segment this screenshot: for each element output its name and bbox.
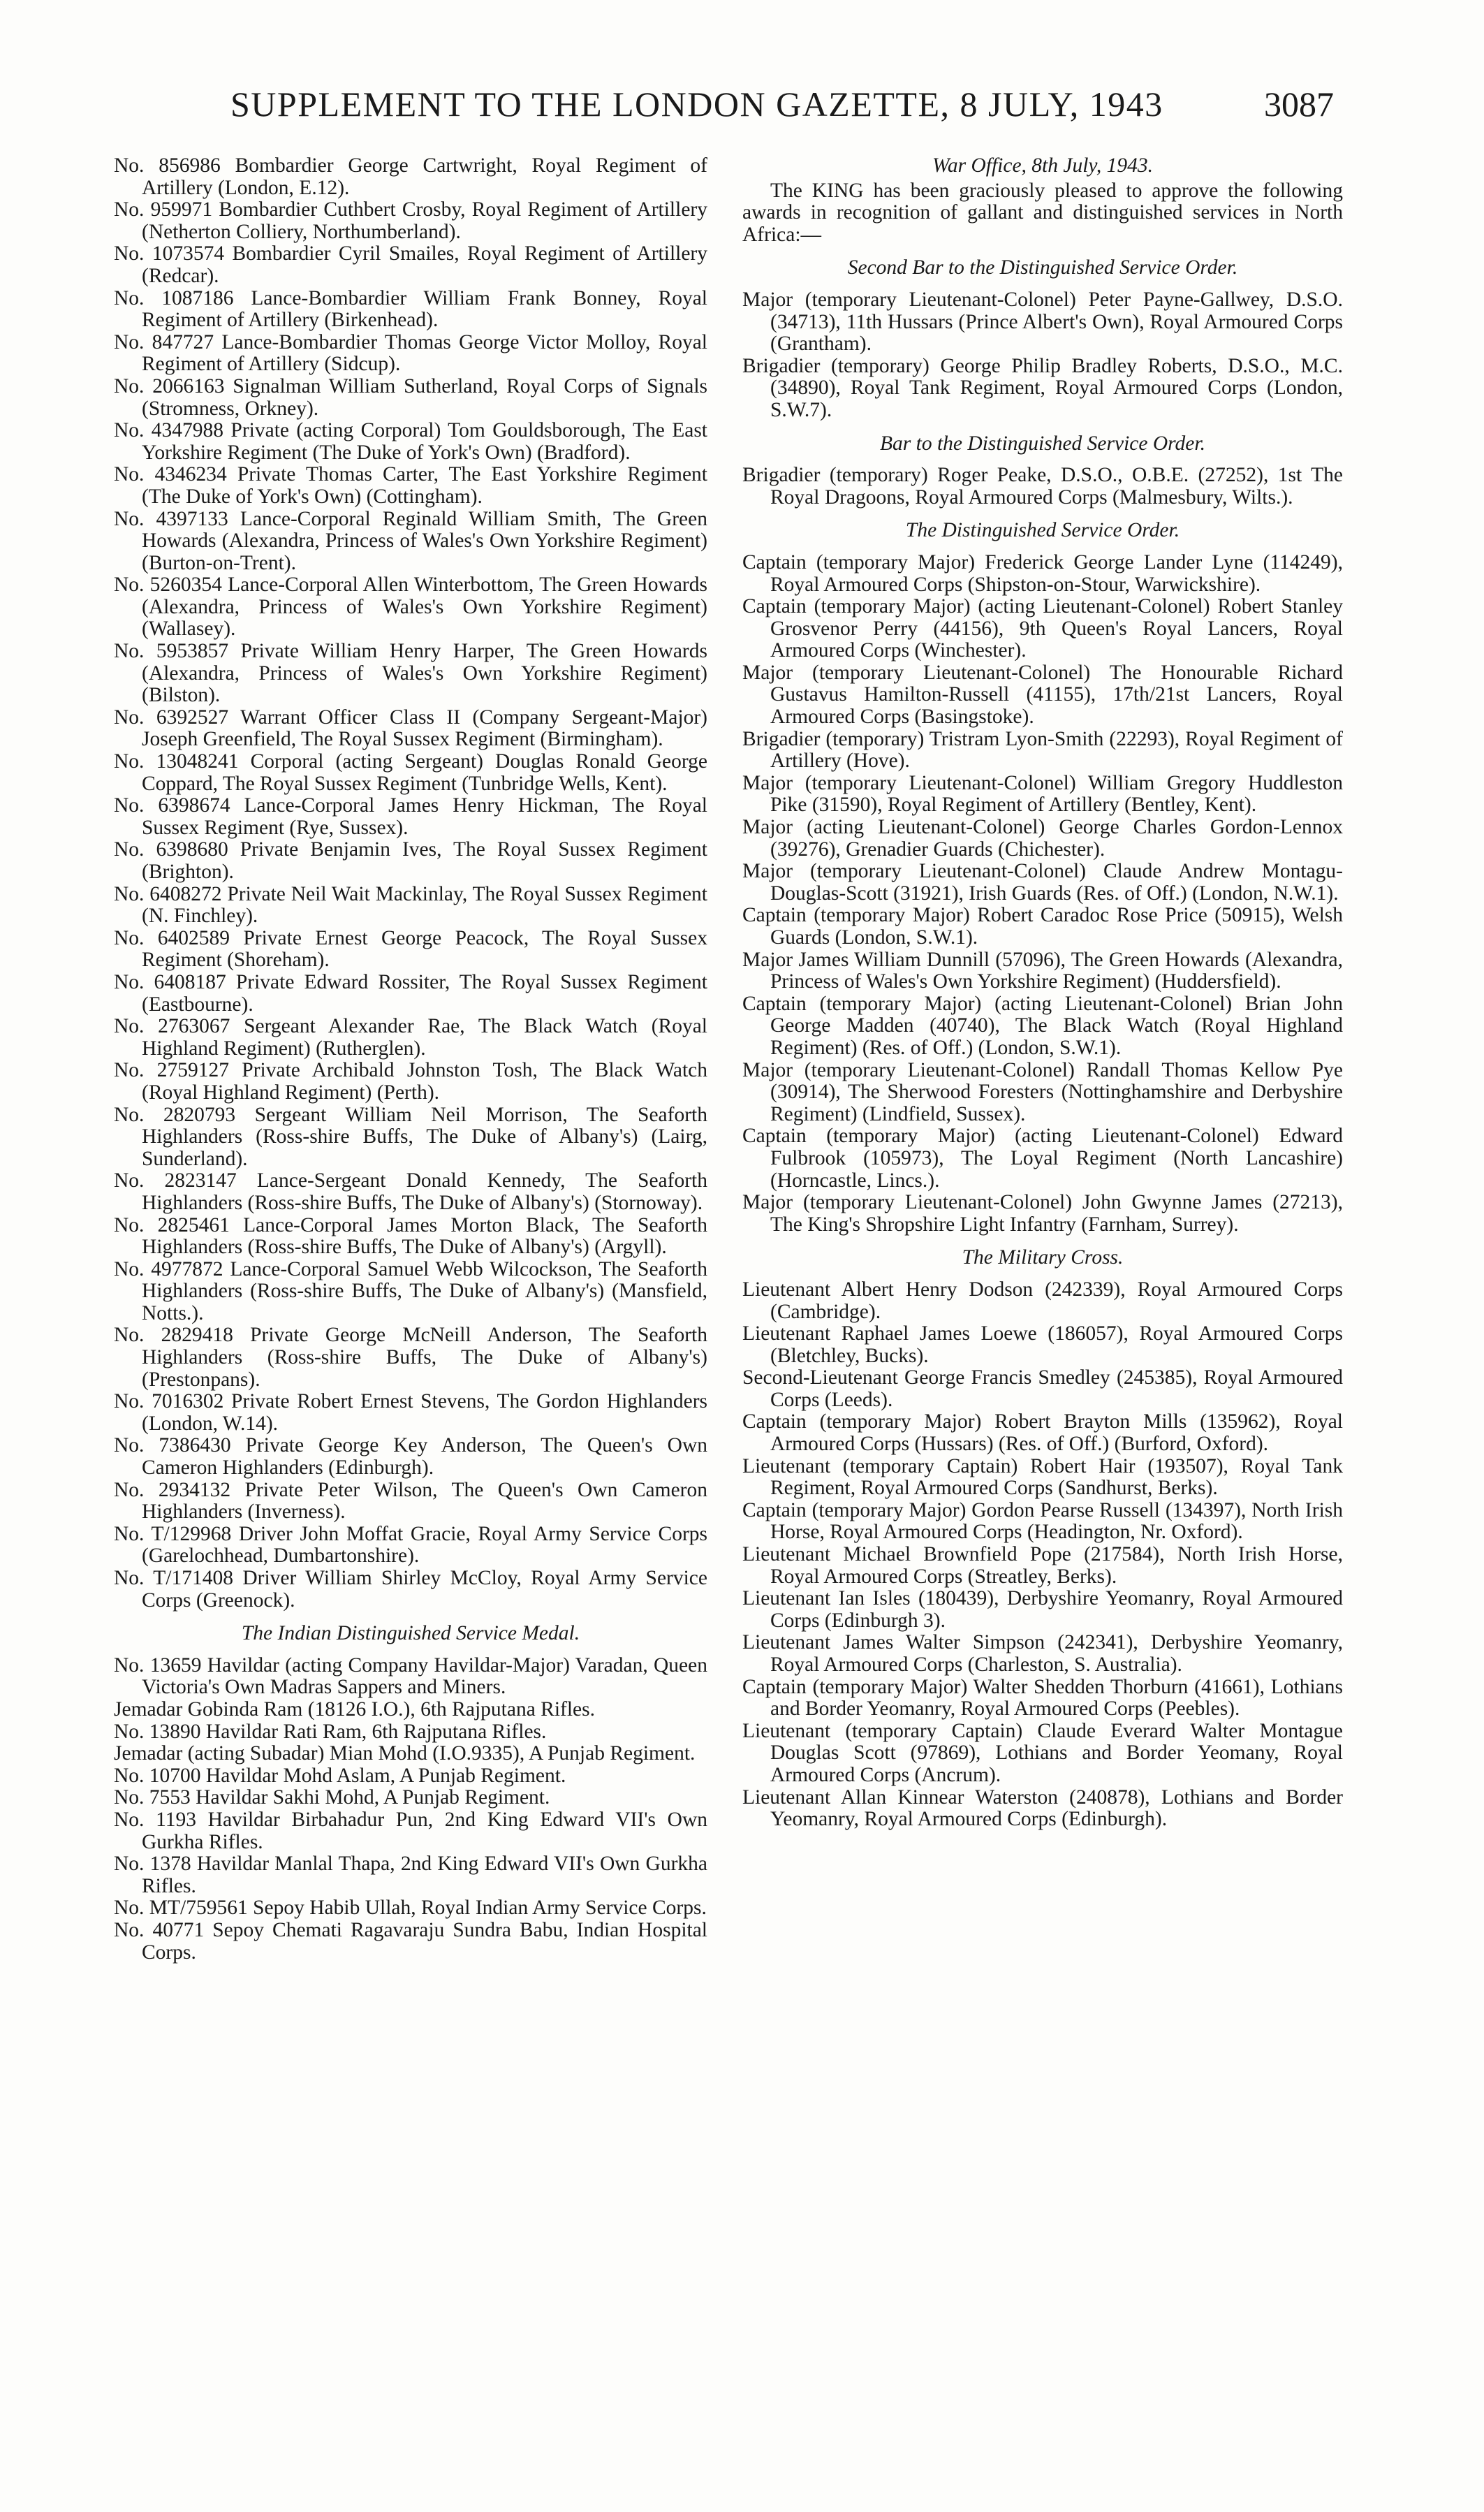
award-entry: Lieutenant James Walter Simpson (242341), Derbyshire Yeomanry, Royal Armoured Corps (Charleston, S. Australia). xyxy=(742,1631,1343,1676)
award-list-indian-dsm xyxy=(114,1655,707,1964)
award-entry: Brigadier (temporary) George Philip Bradley Roberts, D.S.O., M.C. (34890), Royal Tank Regiment, Royal Armoured Corps (London, S.W.7). xyxy=(742,354,1343,421)
award-entry: Lieutenant Raphael James Loewe (186057), Royal Armoured Corps (Bletchley, Bucks). xyxy=(742,1322,1343,1367)
award-entry: Lieutenant Michael Brownfield Pope (217584), North Irish Horse, Royal Armoured Corps (Streatley, Berks). xyxy=(742,1543,1343,1588)
award-entry: No. 847727 Lance-Bombardier Thomas George Victor Molloy, Royal Regiment of Artillery (Sidcup). xyxy=(114,330,707,376)
award-entry: No. 2823147 Lance-Sergeant Donald Kennedy, The Seaforth Highlanders (Ross-shire Buffs, The Duke of Albany's) (Stornoway). xyxy=(114,1169,707,1214)
page-header xyxy=(230,84,1334,140)
award-entry: Brigadier (temporary) Tristram Lyon-Smith (22293), Royal Regiment of Artillery (Hove). xyxy=(742,727,1343,773)
award-entry: No. 7553 Havildar Sakhi Mohd, A Punjab Regiment. xyxy=(114,1786,550,1809)
award-entry: No. 4346234 Private Thomas Carter, The East Yorkshire Regiment (The Duke of York's Own) (Cottingham). xyxy=(114,463,707,508)
award-entry: No. 4977872 Lance-Corporal Samuel Webb Wilcockson, The Seaforth Highlanders (Ross-shire Buffs, The Duke of Albany's) (Mansfield, Notts.). xyxy=(114,1257,707,1324)
award-entry: Major (temporary Lieutenant-Colonel) Randall Thomas Kellow Pye (30914), The Sherwood Foresters (Nottinghamshire and Derbyshire Regiment) (Lindfield, Sussex). xyxy=(742,1058,1343,1125)
award-entry: No. 13890 Havildar Rati Ram, 6th Rajputana Rifles. xyxy=(114,1720,547,1743)
award-list-dso xyxy=(742,552,1343,1236)
section-heading-bar-dso: Bar to the Distinguished Service Order. xyxy=(880,432,1205,455)
intro-paragraph: The KING has been graciously pleased to approve the following awards in recognition of gallant and distinguished services in North Africa:— xyxy=(742,179,1343,246)
section-heading-dso: The Distinguished Service Order. xyxy=(905,519,1180,542)
award-entry: Second-Lieutenant George Francis Smedley (245385), Royal Armoured Corps (Leeds). xyxy=(742,1366,1343,1411)
award-entry: Captain (temporary Major) Robert Brayton Mills (135962), Royal Armoured Corps (Hussars) (Res. of Off.) (Burford, Oxford). xyxy=(742,1410,1343,1456)
award-entry: Major (temporary Lieutenant-Colonel) The Honourable Richard Gustavus Hamilton-Russell (41155), 17th/21st Lancers, Royal Armoured Corps (Basingstoke). xyxy=(742,661,1343,729)
award-entry: Lieutenant (temporary Captain) Robert Hair (193507), Royal Tank Regiment, Royal Armoured Corps (Sandhurst, Berks). xyxy=(742,1454,1343,1500)
award-entry: No. 2829418 Private George McNeill Anderson, The Seaforth Highlanders (Ross-shire Buffs, The Duke of Albany's) (Prestonpans). xyxy=(114,1324,707,1391)
award-list-military-cross xyxy=(742,1279,1343,1831)
award-entry: Captain (temporary Major) (acting Lieutenant-Colonel) Edward Fulbrook (105973), The Loyal Regiment (North Lancashire) (Horncastle, Lincs.). xyxy=(742,1125,1343,1192)
award-entry: Lieutenant Allan Kinnear Waterston (240878), Lothians and Border Yeomanry, Royal Armoured Corps (Edinburgh). xyxy=(742,1786,1343,1831)
left-column xyxy=(114,155,707,1964)
right-column xyxy=(742,155,1343,1831)
section-heading-indian-dsm: The Indian Distinguished Service Medal. xyxy=(241,1622,580,1645)
award-list-bar-dso xyxy=(742,465,1343,509)
award-entry: No. 6408272 Private Neil Wait Mackinlay, The Royal Sussex Regiment (N. Finchley). xyxy=(114,882,707,928)
award-entry: No. 7386430 Private George Key Anderson, The Queen's Own Cameron Highlanders (Edinburgh). xyxy=(114,1434,707,1480)
award-entry: Major (temporary Lieutenant-Colonel) Claude Andrew Montagu-Douglas-Scott (31921), Irish Guards (Res. of Off.) (London, N.W.1). xyxy=(742,860,1343,905)
award-entry: No. 2934132 Private Peter Wilson, The Queen's Own Cameron Highlanders (Inverness). xyxy=(114,1478,707,1524)
award-entry: Major James William Dunnill (57096), The Green Howards (Alexandra, Princess of Wales's Own Yorkshire Regiment) (Huddersfield). xyxy=(742,948,1343,993)
award-entry: No. 2820793 Sergeant William Neil Morrison, The Seaforth Highlanders (Ross-shire Buffs, The Duke of Albany's) (Lairg, Sunderland). xyxy=(114,1103,707,1170)
award-entry: Major (acting Lieutenant-Colonel) George Charles Gordon-Lennox (39276), Grenadier Guards (Chichester). xyxy=(742,816,1343,861)
award-entry: No. T/129968 Driver John Moffat Gracie, Royal Army Service Corps (Garelochhead, Dumbartonshire). xyxy=(114,1522,707,1568)
page-number: 3087 xyxy=(1264,85,1334,124)
award-entry: Captain (temporary Major) (acting Lieutenant-Colonel) Robert Stanley Grosvenor Perry (44156), 9th Queen's Royal Lancers, Royal Armoured Corps (Winchester). xyxy=(742,595,1343,662)
award-entry: Jemadar Gobinda Ram (18126 I.O.), 6th Rajputana Rifles. xyxy=(114,1697,596,1721)
award-entry: Captain (temporary Major) (acting Lieutenant-Colonel) Brian John George Madden (40740), The Black Watch (Royal Highland Regiment) (Res. of Off.) (London, S.W.1). xyxy=(742,992,1343,1059)
award-entry: No. MT/759561 Sepoy Habib Ullah, Royal Indian Army Service Corps. xyxy=(114,1897,707,1920)
award-entry: No. 6408187 Private Edward Rossiter, The Royal Sussex Regiment (Eastbourne). xyxy=(114,970,707,1016)
section-heading-military-cross: The Military Cross. xyxy=(962,1246,1124,1269)
award-entry: Captain (temporary Major) Frederick George Lander Lyne (114249), Royal Armoured Corps (Shipston-on-Stour, Warwickshire). xyxy=(742,550,1343,596)
award-entry: No. 959971 Bombardier Cuthbert Crosby, Royal Regiment of Artillery (Netherton Colliery, Northumberland). xyxy=(114,198,707,243)
award-entry: No. 13659 Havildar (acting Company Havildar-Major) Varadan, Queen Victoria's Own Madras Sappers and Miners. xyxy=(114,1653,707,1699)
award-entry: No. 856986 Bombardier George Cartwright, Royal Regiment of Artillery (London, E.12). xyxy=(114,154,707,199)
award-entry: No. 2825461 Lance-Corporal James Morton Black, The Seaforth Highlanders (Ross-shire Buffs, The Duke of Albany's) (Argyll). xyxy=(114,1213,707,1259)
award-entry: Captain (temporary Major) Robert Caradoc Rose Price (50915), Welsh Guards (London, S.W.1). xyxy=(742,904,1343,949)
award-entry: No. 6392527 Warrant Officer Class II (Company Sergeant-Major) Joseph Greenfield, The Royal Sussex Regiment (Birmingham). xyxy=(114,706,707,751)
award-entry: Major (temporary Lieutenant-Colonel) William Gregory Huddleston Pike (31590), Royal Regiment of Artillery (Bentley, Kent). xyxy=(742,771,1343,817)
award-entry: Captain (temporary Major) Gordon Pearse Russell (134397), North Irish Horse, Royal Armoured Corps (Headington, Nr. Oxford). xyxy=(742,1498,1343,1544)
award-entry: Lieutenant Albert Henry Dodson (242339), Royal Armoured Corps (Cambridge). xyxy=(742,1278,1343,1323)
award-entry: No. T/171408 Driver William Shirley McCloy, Royal Army Service Corps (Greenock). xyxy=(114,1567,707,1612)
award-entry: Lieutenant Ian Isles (180439), Derbyshire Yeomanry, Royal Armoured Corps (Edinburgh 3). xyxy=(742,1587,1343,1632)
award-entry: No. 7016302 Private Robert Ernest Stevens, The Gordon Highlanders (London, W.14). xyxy=(114,1390,707,1435)
award-entry: Major (temporary Lieutenant-Colonel) John Gwynne James (27213), The King's Shropshire Light Infantry (Farnham, Surrey). xyxy=(742,1191,1343,1236)
award-entry: No. 10700 Havildar Mohd Aslam, A Punjab Regiment. xyxy=(114,1764,566,1787)
award-entry: No. 6398674 Lance-Corporal James Henry Hickman, The Royal Sussex Regiment (Rye, Sussex). xyxy=(114,794,707,839)
dateline: War Office, 8th July, 1943. xyxy=(932,154,1153,177)
award-entry: No. 5953857 Private William Henry Harper, The Green Howards (Alexandra, Princess of Wales's Own Yorkshire Regiment) (Bilston). xyxy=(114,640,707,707)
award-entry: No. 1087186 Lance-Bombardier William Frank Bonney, Royal Regiment of Artillery (Birkenhead). xyxy=(114,286,707,332)
award-entry: No. 2759127 Private Archibald Johnston Tosh, The Black Watch (Royal Highland Regiment) (Perth). xyxy=(114,1059,707,1104)
section-heading-second-bar-dso: Second Bar to the Distinguished Service Order. xyxy=(847,256,1238,279)
award-entry: No. 5260354 Lance-Corporal Allen Winterbottom, The Green Howards (Alexandra, Princess of Wales's Own Yorkshire Regiment) (Wallasey). xyxy=(114,574,707,641)
award-entry: No. 4397133 Lance-Corporal Reginald William Smith, The Green Howards (Alexandra, Princess of Wales's Own Yorkshire Regiment) (Burton-on-Trent). xyxy=(114,507,707,574)
award-entry: Captain (temporary Major) Walter Shedden Thorburn (41661), Lothians and Border Yeomanry, Royal Armoured Corps (Peebles). xyxy=(742,1675,1343,1721)
award-entry: No. 6398680 Private Benjamin Ives, The Royal Sussex Regiment (Brighton). xyxy=(114,838,707,883)
award-list-second-bar-dso xyxy=(742,289,1343,422)
award-entry: No. 13048241 Corporal (acting Sergeant) Douglas Ronald George Coppard, The Royal Sussex Regiment (Tunbridge Wells, Kent). xyxy=(114,750,707,795)
award-entry: Brigadier (temporary) Roger Peake, D.S.O., O.B.E. (27252), 1st The Royal Dragoons, Royal Armoured Corps (Malmesbury, Wilts.). xyxy=(742,464,1343,509)
award-entry: Major (temporary Lieutenant-Colonel) Peter Payne-Gallwey, D.S.O. (34713), 11th Hussars (Prince Albert's Own), Royal Armoured Corps (Grantham). xyxy=(742,288,1343,356)
page-title: SUPPLEMENT TO THE LONDON GAZETTE, 8 JULY, 1943 xyxy=(230,85,1163,124)
award-entry: No. 1378 Havildar Manlal Thapa, 2nd King Edward VII's Own Gurkha Rifles. xyxy=(114,1853,707,1897)
award-list-a xyxy=(114,155,707,1612)
award-entry: No. 1073574 Bombardier Cyril Smailes, Royal Regiment of Artillery (Redcar). xyxy=(114,242,707,287)
award-entry: No. 4347988 Private (acting Corporal) Tom Gouldsborough, The East Yorkshire Regiment (The Duke of York's Own) (Bradford). xyxy=(114,419,707,464)
award-entry: No. 1193 Havildar Birbahadur Pun, 2nd King Edward VII's Own Gurkha Rifles. xyxy=(114,1808,707,1853)
award-entry: Lieutenant (temporary Captain) Claude Everard Walter Montague Douglas Scott (97869), Lothians and Border Yeomany, Royal Armoured Corps (Ancrum). xyxy=(742,1719,1343,1786)
award-entry: No. 40771 Sepoy Chemati Ragavaraju Sundra Babu, Indian Hospital Corps. xyxy=(114,1918,707,1964)
award-entry: No. 2763067 Sergeant Alexander Rae, The Black Watch (Royal Highland Regiment) (Rutherglen). xyxy=(114,1015,707,1060)
award-entry: No. 2066163 Signalman William Sutherland, Royal Corps of Signals (Stromness, Orkney). xyxy=(114,374,707,420)
award-entry: Jemadar (acting Subadar) Mian Mohd (I.O.9335), A Punjab Regiment. xyxy=(114,1742,696,1765)
award-entry: No. 6402589 Private Ernest George Peacock, The Royal Sussex Regiment (Shoreham). xyxy=(114,926,707,972)
